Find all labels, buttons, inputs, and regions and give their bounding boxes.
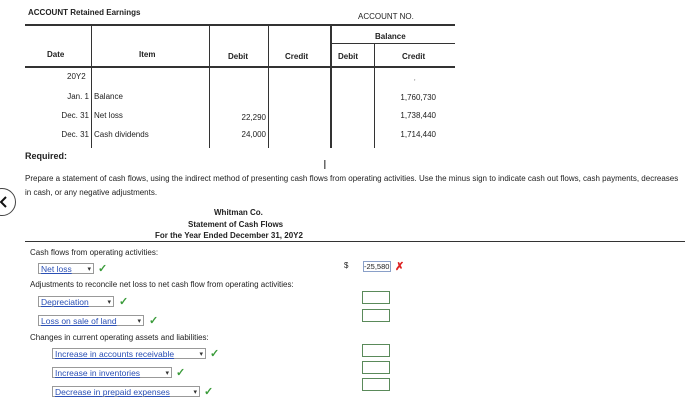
accounts-receivable-select-label: Increase in accounts receivable bbox=[55, 349, 175, 359]
row-date: Dec. 31 bbox=[61, 130, 89, 139]
header-bal-debit: Debit bbox=[338, 52, 358, 61]
required-instructions: Prepare a statement of cash flows, using the indirect method of presenting cash flows from operating activities. Use the minus sign to indicate cash out flows, cash payments, decreases in cash, or any negative adjustments. bbox=[25, 174, 679, 197]
row-item: Cash dividends bbox=[94, 130, 149, 139]
ledger-title: ACCOUNT Retained Earnings bbox=[28, 8, 141, 17]
operating-heading: Cash flows from operating activities: bbox=[30, 248, 159, 257]
account-no-label: ACCOUNT NO. bbox=[358, 12, 414, 21]
correct-check-icon: ✓ bbox=[149, 315, 159, 327]
row-debit: 24,000 bbox=[241, 130, 266, 139]
correct-check-icon: ✓ bbox=[176, 367, 186, 379]
chevron-down-icon: ▾ bbox=[107, 299, 111, 306]
header-credit: Credit bbox=[285, 52, 309, 61]
accounts-receivable-select[interactable] bbox=[52, 348, 206, 359]
row-item: Net loss bbox=[94, 111, 123, 120]
depreciation-select[interactable] bbox=[38, 296, 114, 307]
row-bal-credit: 1,760,730 bbox=[400, 93, 436, 102]
adjustments-heading: Adjustments to reconcile net loss to net cash flow from operating activities: bbox=[30, 280, 294, 289]
chevron-down-icon: ▾ bbox=[87, 266, 91, 273]
correct-check-icon: ✓ bbox=[210, 348, 220, 360]
inventories-input[interactable] bbox=[362, 361, 390, 374]
prepaid-expenses-select[interactable] bbox=[52, 386, 200, 397]
chevron-down-icon: ▾ bbox=[137, 318, 141, 325]
inventories-select-label: Increase in inventories bbox=[55, 368, 141, 378]
header-item: Item bbox=[139, 50, 156, 59]
company-name: Whitman Co. bbox=[214, 208, 263, 217]
row-bal-credit: 1,714,440 bbox=[400, 130, 436, 139]
correct-check-icon: ✓ bbox=[119, 296, 129, 308]
chevron-left-icon bbox=[0, 189, 15, 215]
incorrect-x-icon: ✗ bbox=[395, 261, 405, 273]
correct-check-icon: ✓ bbox=[204, 386, 214, 398]
row-bal-credit: 1,738,440 bbox=[400, 111, 436, 120]
statement-rule bbox=[25, 241, 685, 242]
row-date: Jan. 1 bbox=[67, 92, 89, 101]
correct-check-icon: ✓ bbox=[98, 263, 108, 275]
header-bal-credit: Credit bbox=[402, 52, 426, 61]
statement-period: For the Year Ended December 31, 20Y2 bbox=[155, 231, 303, 240]
prev-arrow-button[interactable] bbox=[0, 188, 16, 216]
loss-on-sale-select[interactable] bbox=[38, 315, 144, 326]
balance-rule bbox=[330, 43, 455, 44]
prepaid-expenses-input[interactable] bbox=[362, 378, 390, 391]
header-date: Date bbox=[47, 50, 65, 59]
depreciation-input[interactable] bbox=[362, 291, 390, 304]
header-rule bbox=[25, 66, 455, 68]
prepaid-expenses-select-label: Decrease in prepaid expenses bbox=[55, 387, 170, 397]
net-loss-select[interactable] bbox=[38, 263, 94, 274]
balance-label: Balance bbox=[375, 32, 406, 41]
loss-on-sale-input[interactable] bbox=[362, 309, 390, 322]
net-loss-select-label: Net loss bbox=[41, 264, 72, 274]
chevron-down-icon: ▾ bbox=[193, 389, 197, 396]
depreciation-select-label: Depreciation bbox=[41, 297, 89, 307]
loss-on-sale-select-label: Loss on sale of land bbox=[41, 316, 117, 326]
ledger-top-rule bbox=[25, 24, 455, 26]
text-cursor-icon: I bbox=[323, 157, 327, 172]
row-date: Dec. 31 bbox=[61, 111, 89, 120]
accounts-receivable-input[interactable] bbox=[362, 344, 390, 357]
row-item: Balance bbox=[94, 92, 123, 101]
ledger-year: 20Y2 bbox=[67, 72, 86, 81]
inventories-select[interactable] bbox=[52, 367, 172, 378]
header-debit: Debit bbox=[228, 52, 248, 61]
statement-title: Statement of Cash Flows bbox=[188, 220, 284, 229]
row-debit: 22,290 bbox=[241, 113, 266, 122]
chevron-down-icon: ▾ bbox=[199, 351, 203, 358]
required-label: Required: bbox=[25, 151, 68, 161]
net-loss-input[interactable]: -25,580 bbox=[364, 262, 390, 271]
changes-heading: Changes in current operating assets and liabilities: bbox=[30, 333, 209, 342]
chevron-down-icon: ▾ bbox=[165, 370, 169, 377]
currency-symbol: $ bbox=[344, 261, 349, 270]
